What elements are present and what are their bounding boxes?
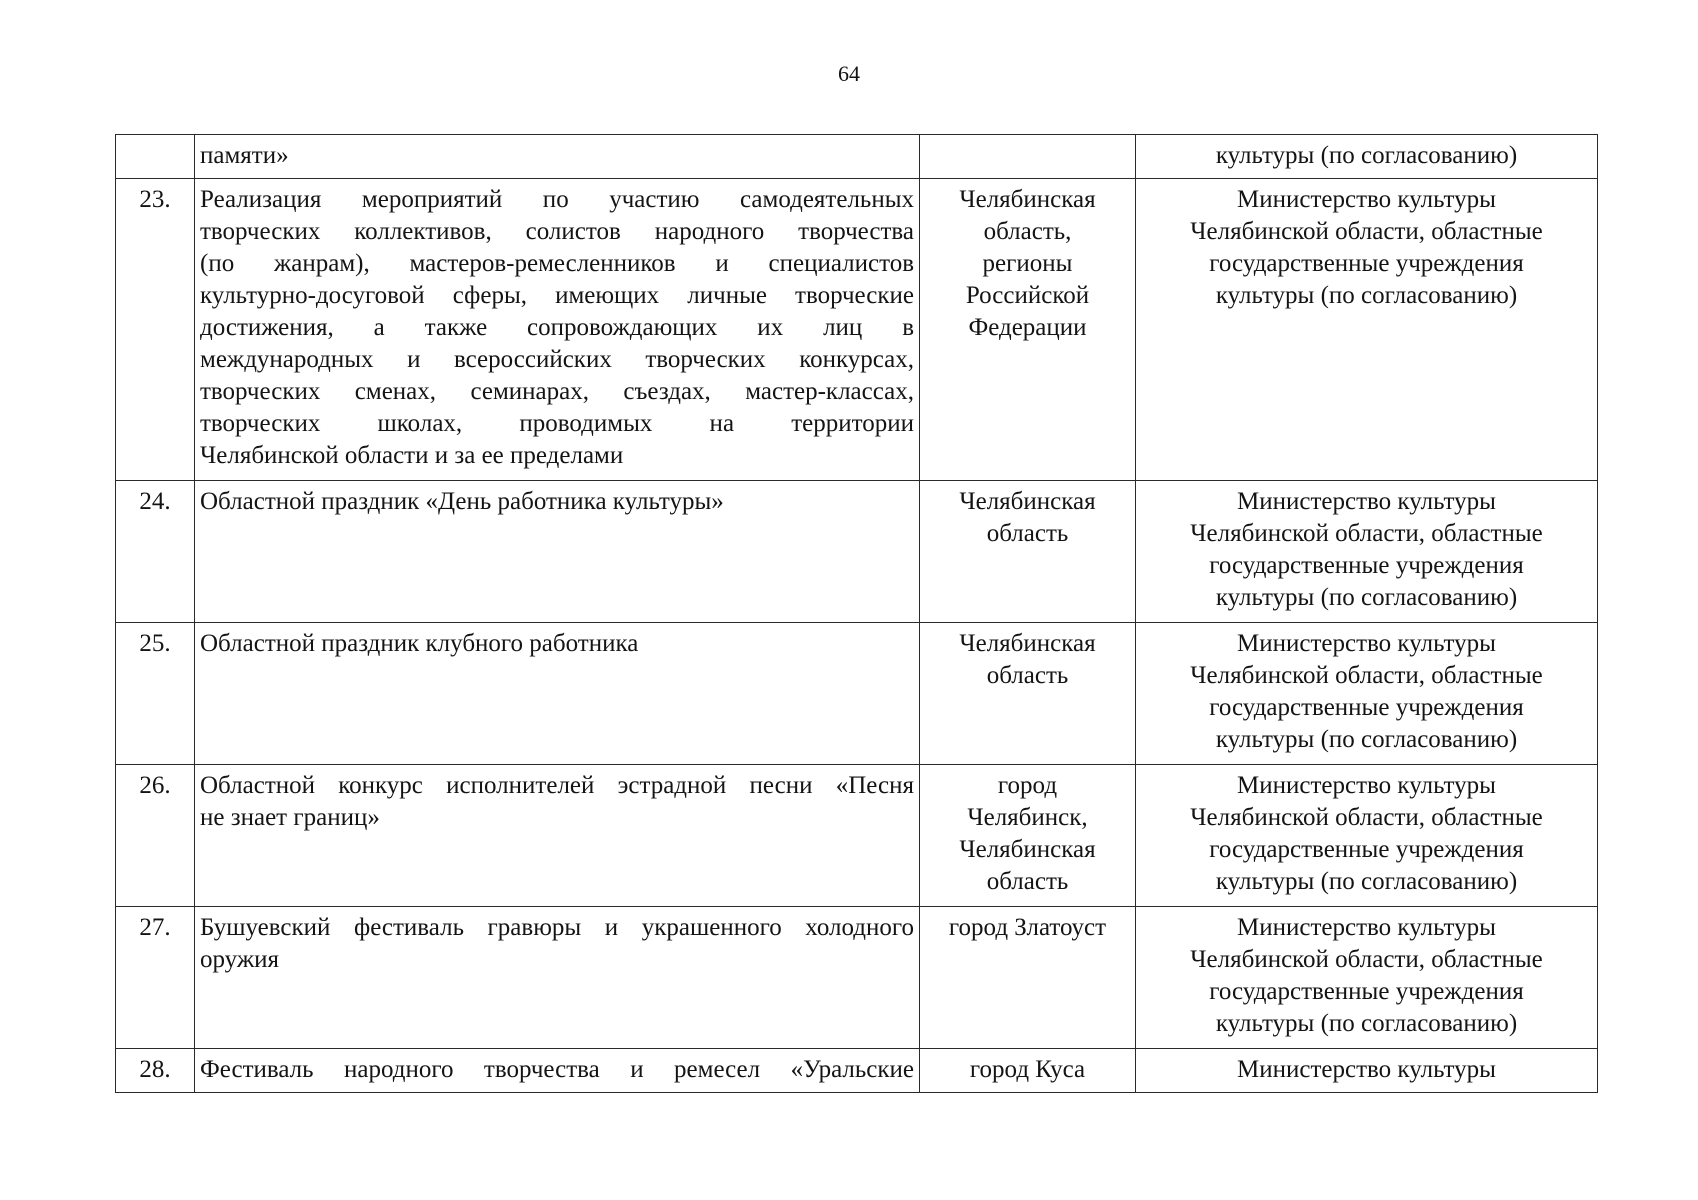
event-place: Челябинская область <box>920 481 1136 623</box>
event-name: Фестиваль народного творчества и ремесел «Уральские <box>195 1049 920 1093</box>
event-place: город Куса <box>920 1049 1136 1093</box>
table-row <box>116 765 1598 907</box>
event-organizer: Министерство культуры Челябинской области, областные государственные учреждения культуры (по согласованию) <box>1136 481 1598 623</box>
event-organizer: Министерство культуры Челябинской области, областные государственные учреждения культуры (по согласованию) <box>1136 623 1598 765</box>
event-name: Областной праздник клубного работника <box>195 623 920 765</box>
event-name: Областной конкурс исполнителей эстрадной песни «Песня не знает границ» <box>195 765 920 907</box>
row-number: 25. <box>116 623 195 765</box>
event-place <box>920 135 1136 179</box>
table-row <box>116 623 1598 765</box>
row-number: 27. <box>116 907 195 1049</box>
table-row <box>116 1049 1598 1093</box>
row-number: 28. <box>116 1049 195 1093</box>
row-number <box>116 135 195 179</box>
event-place: Челябинская область <box>920 623 1136 765</box>
events-table <box>115 134 1598 1093</box>
event-organizer: Министерство культуры Челябинской области, областные государственные учреждения культуры (по согласованию) <box>1136 907 1598 1049</box>
row-number: 23. <box>116 179 195 481</box>
event-place: Челябинская область, регионы Российской Федерации <box>920 179 1136 481</box>
table-row <box>116 179 1598 481</box>
event-place: город Златоуст <box>920 907 1136 1049</box>
event-organizer: Министерство культуры <box>1136 1049 1598 1093</box>
row-number: 26. <box>116 765 195 907</box>
event-organizer: Министерство культуры Челябинской области, областные государственные учреждения культуры (по согласованию) <box>1136 179 1598 481</box>
table-row <box>116 481 1598 623</box>
row-number: 24. <box>116 481 195 623</box>
event-organizer: культуры (по согласованию) <box>1136 135 1598 179</box>
table-row <box>116 907 1598 1049</box>
event-name: Реализация мероприятий по участию самодеятельных творческих коллективов, солистов народного творчества (по жанрам), мастеров-ремесленников и специалистов культурно-досуговой сферы, имеющих личные творческие достижения, а также сопровождающих их лиц в международных и всероссийских творческих конкурсах, творческих сменах, семинарах, съездах, мастер-классах, творческих школах, проводимых на территории Челябинской области и за ее пределами <box>195 179 920 481</box>
event-place: город Челябинск, Челябинская область <box>920 765 1136 907</box>
event-name: Бушуевский фестиваль гравюры и украшенного холодного оружия <box>195 907 920 1049</box>
event-name: Областной праздник «День работника культуры» <box>195 481 920 623</box>
event-organizer: Министерство культуры Челябинской области, областные государственные учреждения культуры (по согласованию) <box>1136 765 1598 907</box>
page-number: 64 <box>838 61 860 86</box>
table-row <box>116 135 1598 179</box>
event-name: памяти» <box>195 135 920 179</box>
